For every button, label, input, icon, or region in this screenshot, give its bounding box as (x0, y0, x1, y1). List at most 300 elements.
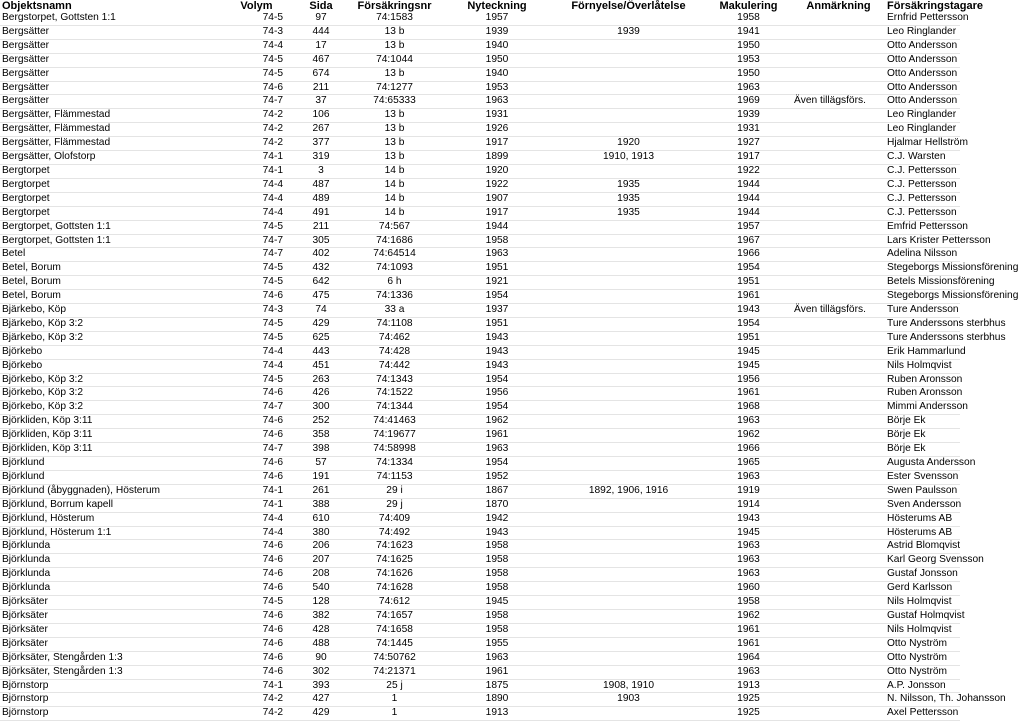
fornyelse-cell (552, 234, 705, 248)
objektsnamn-cell: Björklund, Borrum kapell (2, 498, 113, 510)
sida-cell: 487 (312, 178, 330, 190)
fornyelse-cell (552, 123, 705, 137)
header-forsakringstagare: Försäkringstagare (887, 0, 983, 12)
objektsnamn-cell: Björksäter (2, 596, 48, 608)
forsakringsnr-cell: 13 b (384, 151, 405, 163)
nyteckning-cell: 1870 (485, 498, 509, 510)
nyteckning-cell: 1953 (485, 81, 509, 93)
table-row (0, 123, 960, 137)
forsakringstagare-cell: C.J. Pettersson (887, 192, 957, 204)
sida-cell: 625 (312, 331, 330, 343)
table-row (0, 39, 960, 53)
table-row (0, 81, 960, 95)
makulering-cell: 1954 (737, 262, 760, 274)
fornyelse-cell (552, 39, 705, 53)
forsakringsnr-cell: 29 i (386, 484, 403, 496)
anmarkning-cell: Även tillägsförs. (794, 304, 866, 316)
makulering-cell: 1958 (737, 596, 760, 608)
makulering-cell: 1966 (737, 248, 760, 260)
fornyelse-cell (552, 53, 705, 67)
forsakringsnr-cell: 74:1334 (376, 457, 413, 468)
fornyelse-cell: 1935 (617, 192, 640, 204)
volym-cell: 74-6 (262, 651, 283, 663)
anmarkning-cell (792, 345, 885, 359)
volym-cell: 74-2 (262, 137, 283, 149)
fornyelse-cell (552, 582, 705, 596)
forsakringsnr-cell: 74:41463 (373, 415, 416, 427)
forsakringstagare-cell: Mimmi Andersson (887, 401, 968, 413)
forsakringsnr-cell: 6 h (387, 276, 402, 288)
nyteckning-cell: 1954 (485, 373, 509, 385)
table-row (0, 137, 960, 151)
forsakringstagare-cell: Börje Ek (887, 443, 926, 455)
makulering-cell: 1963 (737, 665, 760, 677)
makulering-cell: 1943 (737, 304, 760, 316)
fornyelse-cell (552, 81, 705, 95)
nyteckning-cell: 1920 (485, 164, 509, 176)
volym-cell: 74-1 (262, 151, 283, 163)
anmarkning-cell (792, 192, 885, 206)
nyteckning-cell: 1958 (485, 540, 509, 552)
table-row (0, 651, 960, 665)
nyteckning-cell: 1956 (485, 387, 509, 399)
table-row (0, 512, 960, 526)
table-row (0, 540, 960, 554)
forsakringstagare-cell: Otto Andersson (887, 67, 958, 79)
nyteckning-cell: 1963 (485, 248, 509, 260)
makulering-cell: 1931 (737, 123, 760, 135)
makulering-cell: 1962 (737, 429, 760, 441)
fornyelse-cell (552, 443, 705, 457)
makulering-cell: 1961 (737, 387, 760, 399)
fornyelse-cell (552, 373, 705, 387)
makulering-cell: 1941 (737, 25, 760, 37)
nyteckning-cell: 1963 (485, 651, 509, 663)
forsakringstagare-cell: Axel Pettersson (887, 707, 959, 719)
objektsnamn-cell: Björnstorp (2, 707, 49, 719)
header-nyteckning: Nyteckning (467, 0, 527, 12)
volym-cell: 74-4 (262, 192, 283, 204)
nyteckning-cell: 1907 (485, 192, 509, 204)
objektsnamn-cell: Björklunda (2, 540, 51, 552)
volym-cell: 74-6 (262, 387, 283, 399)
objektsnamn-cell: Björkebo (2, 359, 43, 371)
table-row (0, 526, 960, 540)
sida-cell: 393 (312, 679, 330, 691)
sida-cell: 451 (312, 359, 330, 371)
objektsnamn-cell: Betel (2, 248, 26, 260)
anmarkning-cell (792, 498, 885, 512)
makulering-cell: 1914 (737, 498, 760, 510)
volym-cell: 74-4 (262, 345, 283, 357)
table-row (0, 582, 960, 596)
objektsnamn-cell: Björkebo, Köp 3:2 (2, 401, 83, 413)
forsakringsnr-cell: 1 (391, 693, 398, 705)
makulering-cell: 1951 (737, 331, 760, 343)
forsakringsnr-cell: 74:612 (378, 596, 411, 608)
volym-cell: 74-2 (262, 109, 283, 121)
nyteckning-cell: 1951 (485, 262, 509, 274)
forsakringstagare-cell: Erik Hammarlund (887, 345, 966, 357)
anmarkning-cell (792, 540, 885, 554)
anmarkning-cell (792, 276, 885, 290)
forsakringsnr-cell: 74:1336 (376, 290, 413, 302)
anmarkning-cell (792, 39, 885, 53)
forsakringsnr-cell: 74:462 (378, 331, 411, 343)
forsakringsnr-cell: 74:1658 (376, 623, 413, 635)
sida-cell: 377 (312, 137, 330, 149)
anmarkning-cell (792, 387, 885, 401)
anmarkning-cell (792, 693, 885, 707)
header-volym: Volym (240, 0, 273, 12)
fornyelse-cell: 1903 (617, 693, 640, 705)
forsakringstagare-cell: Gustaf Jonsson (887, 568, 958, 580)
fornyelse-cell (552, 498, 705, 512)
anmarkning-cell (792, 331, 885, 345)
forsakringstagare-cell: Leo Ringlander (887, 123, 957, 135)
nyteckning-cell: 1926 (485, 123, 509, 135)
forsakringstagare-cell: Otto Andersson (887, 95, 958, 107)
volym-cell: 74-2 (262, 707, 283, 719)
header-makulering: Makulering (719, 0, 778, 12)
volym-cell: 74-5 (262, 596, 283, 608)
header-anmarkning: Anmärkning (806, 0, 871, 12)
volym-cell: 74-2 (262, 693, 283, 705)
header-row (0, 0, 960, 12)
fornyelse-cell: 1908, 1910 (603, 679, 654, 691)
makulering-cell: 1925 (737, 707, 760, 719)
forsakringsnr-cell: 1 (391, 707, 398, 719)
nyteckning-cell: 1940 (485, 39, 509, 51)
makulering-cell: 1963 (737, 554, 760, 566)
volym-cell: 74-6 (262, 415, 283, 427)
volym-cell: 74-5 (262, 331, 283, 343)
nyteckning-cell: 1899 (485, 151, 509, 163)
forsakringstagare-cell: C.J. Pettersson (887, 206, 957, 218)
volym-cell: 74-5 (262, 53, 283, 65)
makulering-cell: 1962 (737, 609, 760, 621)
table-row (0, 95, 960, 109)
fornyelse-cell (552, 512, 705, 526)
anmarkning-cell (792, 582, 885, 596)
objektsnamn-cell: Bergtorpet (2, 206, 50, 218)
fornyelse-cell (552, 623, 705, 637)
volym-cell: 74-5 (262, 262, 283, 274)
objektsnamn-cell: Bjärkebo, Köp 3:2 (2, 331, 83, 343)
volym-cell: 74-6 (262, 290, 283, 302)
table-row (0, 470, 960, 484)
table-row (0, 220, 960, 234)
sida-cell: 305 (312, 234, 330, 246)
nyteckning-cell: 1958 (485, 554, 509, 566)
forsakringstagare-cell: N. Nilsson, Th. Johansson (887, 693, 1006, 705)
anmarkning-cell (792, 679, 885, 693)
sida-cell: 674 (312, 67, 330, 79)
anmarkning-cell (792, 457, 885, 471)
forsakringsnr-cell: 25 j (386, 679, 403, 691)
anmarkning-cell (792, 484, 885, 498)
sida-cell: 642 (312, 276, 330, 288)
nyteckning-cell: 1867 (485, 484, 509, 496)
forsakringsnr-cell: 74:1044 (376, 53, 413, 65)
objektsnamn-cell: Bergsätter (2, 53, 49, 65)
volym-cell: 74-7 (262, 443, 283, 455)
anmarkning-cell (792, 248, 885, 262)
nyteckning-cell: 1945 (485, 596, 509, 608)
makulering-cell: 1957 (737, 220, 760, 232)
makulering-cell: 1950 (737, 39, 760, 51)
volym-cell: 74-4 (262, 178, 283, 190)
forsakringstagare-cell: Otto Andersson (887, 81, 958, 93)
objektsnamn-cell: Bergtorpet (2, 192, 50, 204)
forsakringsnr-cell: 13 b (384, 25, 405, 37)
table-row (0, 276, 960, 290)
nyteckning-cell: 1951 (485, 317, 509, 329)
fornyelse-cell (552, 401, 705, 415)
table-row (0, 248, 960, 262)
forsakringstagare-cell: Nils Holmqvist (887, 596, 952, 608)
volym-cell: 74-4 (262, 39, 283, 51)
makulering-cell: 1944 (737, 206, 760, 218)
forsakringstagare-cell: Ester Svensson (887, 470, 959, 482)
objektsnamn-cell: Bergsätter (2, 39, 49, 51)
fornyelse-cell: 1935 (617, 206, 640, 218)
objektsnamn-cell: Bergsätter (2, 95, 49, 107)
anmarkning-cell (792, 53, 885, 67)
objektsnamn-cell: Bergtorpet, Gottsten 1:1 (2, 220, 111, 232)
anmarkning-cell (792, 609, 885, 623)
sida-cell: 90 (315, 651, 327, 663)
table-row (0, 304, 960, 318)
forsakringsnr-cell: 74:1153 (376, 470, 413, 482)
sida-cell: 444 (312, 25, 330, 37)
fornyelse-cell (552, 429, 705, 443)
anmarkning-cell (792, 25, 885, 39)
header-objektsnamn: Objektsnamn (2, 0, 72, 12)
table-row (0, 609, 960, 623)
forsakringsnr-cell: 74:1625 (376, 554, 413, 566)
sida-cell: 540 (312, 582, 330, 594)
objektsnamn-cell: Bergsätter, Flämmestad (2, 123, 111, 135)
sida-cell: 443 (312, 345, 330, 357)
table-row (0, 693, 960, 707)
forsakringstagare-cell: Lars Krister Pettersson (887, 234, 991, 246)
makulering-cell: 1963 (737, 540, 760, 552)
volym-cell: 74-5 (262, 220, 283, 232)
makulering-cell: 1950 (737, 67, 760, 79)
forsakringstagare-cell: Leo Ringlander (887, 109, 957, 121)
objektsnamn-cell: Bjärkebo, Köp (2, 304, 66, 316)
sida-cell: 211 (312, 220, 330, 232)
table-row (0, 164, 960, 178)
forsakringsnr-cell: 74:50762 (373, 651, 416, 663)
table-row (0, 109, 960, 123)
makulering-cell: 1963 (737, 470, 760, 482)
forsakringsnr-cell: 74:1277 (376, 81, 413, 93)
objektsnamn-cell: Bergsätter, Flämmestad (2, 109, 111, 121)
fornyelse-cell (552, 609, 705, 623)
forsakringstagare-cell: A.P. Jonsson (887, 679, 946, 691)
sida-cell: 426 (312, 387, 330, 399)
forsakringsnr-cell: 74:64514 (373, 248, 416, 260)
makulering-cell: 1927 (737, 137, 760, 149)
fornyelse-cell (552, 526, 705, 540)
table-row (0, 484, 960, 498)
fornyelse-cell (552, 276, 705, 290)
forsakringstagare-cell: Augusta Andersson (887, 457, 976, 468)
objektsnamn-cell: Bergsätter, Olofstorp (2, 151, 96, 163)
volym-cell: 74-6 (262, 582, 283, 594)
objektsnamn-cell: Björkliden, Köp 3:11 (2, 415, 93, 427)
sida-cell: 302 (312, 665, 330, 677)
anmarkning-cell (792, 707, 885, 721)
fornyelse-cell (552, 470, 705, 484)
fornyelse-cell: 1910, 1913 (603, 151, 654, 163)
sida-cell: 319 (312, 151, 330, 163)
nyteckning-cell: 1961 (485, 429, 509, 441)
volym-cell: 74-6 (262, 665, 283, 677)
objektsnamn-cell: Bergstorpet, Gottsten 1:1 (2, 12, 116, 23)
sida-cell: 57 (315, 457, 327, 468)
forsakringstagare-cell: Börje Ek (887, 415, 926, 427)
table-row (0, 67, 960, 81)
table-row (0, 262, 960, 276)
forsakringsnr-cell: 74:1093 (376, 262, 413, 274)
makulering-cell: 1951 (737, 276, 760, 288)
nyteckning-cell: 1963 (485, 95, 509, 107)
sida-cell: 488 (312, 637, 330, 649)
objektsnamn-cell: Björkebo, Köp 3:2 (2, 387, 83, 399)
anmarkning-cell (792, 12, 885, 25)
sida-cell: 382 (312, 609, 330, 621)
forsakringstagare-cell: Otto Andersson (887, 39, 958, 51)
objektsnamn-cell: Björklund (åbyggnaden), Hösterum (2, 484, 160, 496)
forsakringstagare-cell: Nils Holmqvist (887, 359, 952, 371)
makulering-cell: 1960 (737, 582, 760, 594)
volym-cell: 74-4 (262, 359, 283, 371)
forsakringsnr-cell: 74:1686 (376, 234, 413, 246)
anmarkning-cell (792, 651, 885, 665)
forsakringsnr-cell: 13 b (384, 109, 405, 121)
volym-cell: 74-6 (262, 609, 283, 621)
volym-cell: 74-7 (262, 95, 283, 107)
makulering-cell: 1944 (737, 192, 760, 204)
table-row (0, 25, 960, 39)
fornyelse-cell (552, 568, 705, 582)
objektsnamn-cell: Bergsätter, Flämmestad (2, 137, 111, 149)
volym-cell: 74-6 (262, 637, 283, 649)
sida-cell: 263 (312, 373, 330, 385)
sida-cell: 491 (312, 206, 330, 218)
table-row (0, 596, 960, 610)
forsakringstagare-cell: Hösterums AB (887, 512, 953, 524)
sida-cell: 3 (318, 164, 324, 176)
fornyelse-cell (552, 248, 705, 262)
objektsnamn-cell: Bergtorpet (2, 178, 50, 190)
table-row (0, 387, 960, 401)
sida-cell: 267 (312, 123, 330, 135)
nyteckning-cell: 1944 (485, 220, 509, 232)
table-row (0, 457, 960, 471)
makulering-cell: 1945 (737, 526, 760, 538)
fornyelse-cell (552, 359, 705, 373)
objektsnamn-cell: Björklund, Hösterum (2, 512, 95, 524)
makulering-cell: 1963 (737, 81, 760, 93)
forsakringstagare-cell: C.J. Warsten (887, 151, 946, 163)
makulering-cell: 1954 (737, 317, 760, 329)
table-row (0, 178, 960, 192)
table-row (0, 401, 960, 415)
makulering-cell: 1967 (737, 234, 760, 246)
volym-cell: 74-1 (262, 484, 283, 496)
forsakringstagare-cell: Gerd Karlsson (887, 582, 953, 594)
sida-cell: 380 (312, 526, 330, 538)
forsakringsnr-cell: 14 b (384, 164, 405, 176)
sida-cell: 97 (315, 12, 327, 23)
fornyelse-cell (552, 651, 705, 665)
anmarkning-cell (792, 401, 885, 415)
table-row (0, 623, 960, 637)
anmarkning-cell (792, 554, 885, 568)
anmarkning-cell (792, 415, 885, 429)
anmarkning-cell (792, 373, 885, 387)
table-row (0, 707, 960, 721)
forsakringsnr-cell: 74:1623 (376, 540, 413, 552)
table-row (0, 373, 960, 387)
anmarkning-cell (792, 665, 885, 679)
nyteckning-cell: 1940 (485, 67, 509, 79)
makulering-cell: 1961 (737, 637, 760, 649)
nyteckning-cell: 1958 (485, 568, 509, 580)
header-fornyelse: Förnyelse/Överlåtelse (571, 0, 686, 12)
makulering-cell: 1913 (737, 679, 760, 691)
objektsnamn-cell: Bjärkebo, Köp 3:2 (2, 317, 83, 329)
forsakringstagare-cell: Astrid Blomqvist (887, 540, 961, 552)
forsakringsnr-cell: 13 b (384, 39, 405, 51)
objektsnamn-cell: Björksäter (2, 637, 48, 649)
objektsnamn-cell: Betel, Borum (2, 290, 61, 302)
nyteckning-cell: 1937 (485, 304, 509, 316)
sida-cell: 475 (312, 290, 330, 302)
sida-cell: 106 (312, 109, 330, 121)
makulering-cell: 1961 (737, 623, 760, 635)
volym-cell: 74-5 (262, 12, 283, 23)
nyteckning-cell: 1954 (485, 290, 509, 302)
header-sida: Sida (309, 0, 333, 12)
volym-cell: 74-2 (262, 123, 283, 135)
forsakringsnr-cell: 74:1583 (376, 12, 413, 23)
fornyelse-cell (552, 554, 705, 568)
anmarkning-cell (792, 526, 885, 540)
makulering-cell: 1968 (737, 401, 760, 413)
fornyelse-cell: 1935 (617, 178, 640, 190)
nyteckning-cell: 1875 (485, 679, 509, 691)
makulering-cell: 1922 (737, 164, 760, 176)
makulering-cell: 1958 (737, 12, 760, 23)
nyteckning-cell: 1943 (485, 359, 509, 371)
fornyelse-cell (552, 262, 705, 276)
forsakringsnr-cell: 74:21371 (373, 665, 416, 677)
sida-cell: 300 (312, 401, 330, 413)
forsakringsnr-cell: 74:1628 (376, 582, 413, 594)
nyteckning-cell: 1939 (485, 25, 509, 37)
nyteckning-cell: 1943 (485, 345, 509, 357)
sida-cell: 17 (315, 39, 327, 51)
nyteckning-cell: 1913 (485, 707, 509, 719)
nyteckning-cell: 1922 (485, 178, 509, 190)
sida-cell: 398 (312, 443, 330, 455)
anmarkning-cell (792, 568, 885, 582)
